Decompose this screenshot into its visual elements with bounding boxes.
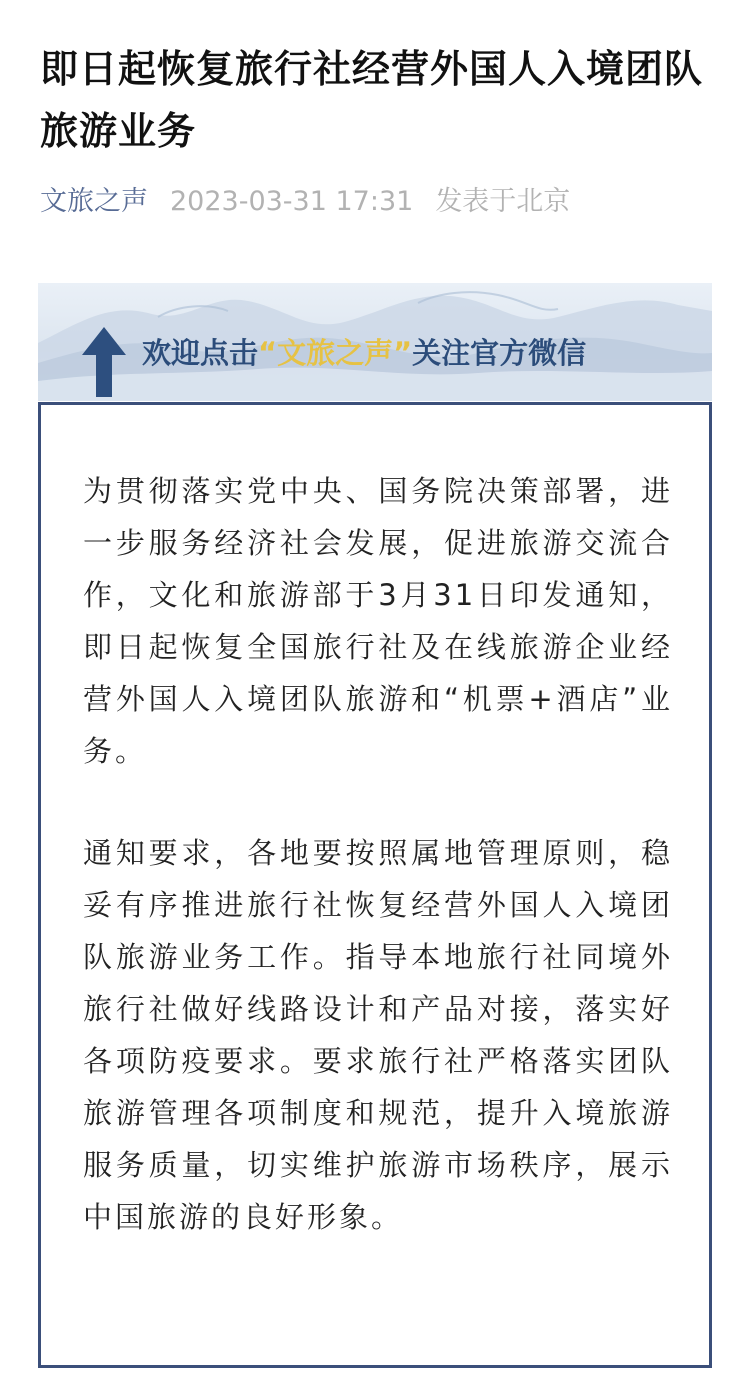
article-meta [40, 180, 570, 224]
banner-suffix: 关注官方微信 [412, 336, 587, 370]
article-body-box [38, 402, 712, 1368]
account-name-link[interactable]: 文旅之声 [40, 186, 148, 217]
banner-slogan [142, 333, 586, 373]
publish-location: 发表于北京 [435, 186, 571, 217]
follow-banner[interactable] [38, 283, 712, 401]
banner-prefix: 欢迎点击 [142, 336, 259, 370]
body-paragraph-1: 为贯彻落实党中央、国务院决策部署，进一步服务经济社会发展，促进旅游交流合作，文化和旅游部于3月31日印发通知，即日起恢复全国旅行社及在线旅游企业经营外国人入境团队旅游和“机票+酒店”业务。 [83, 474, 673, 768]
body-paragraph-2: 通知要求，各地要按照属地管理原则，稳妥有序推进旅行社恢复经营外国人入境团队旅游业务工作。指导本地旅行社同境外旅行社做好线路设计和产品对接，落实好各项防疫要求。要求旅行社严格落实团队旅游管理各项制度和规范，提升入境旅游服务质量，切实维护旅游市场秩序，展示中国旅游的良好形象。 [83, 836, 673, 1234]
banner-highlight: “文旅之声” [258, 336, 413, 370]
article-title: 即日起恢复旅行社经营外国人入境团队旅游业务 [40, 47, 704, 153]
up-arrow-icon [82, 327, 126, 397]
publish-date: 2023-03-31 17:31 [170, 186, 414, 217]
